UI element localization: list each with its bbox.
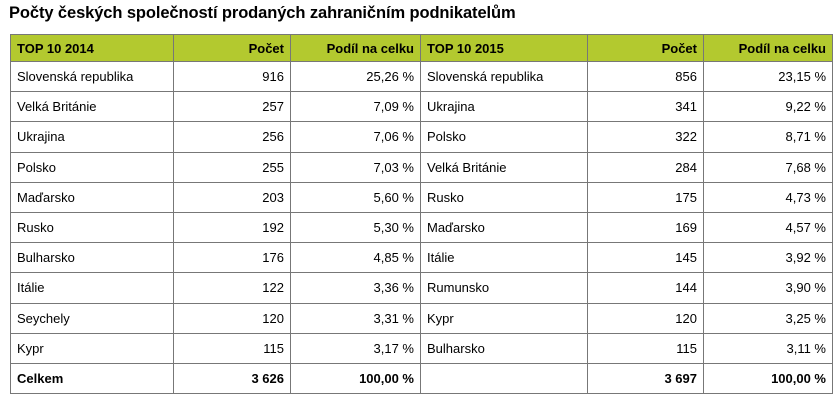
total-count-2014: 3 626 xyxy=(174,363,291,393)
table-row xyxy=(11,182,833,212)
total-share-2015: 100,00 % xyxy=(704,363,833,393)
count-2014-cell: 176 xyxy=(174,243,291,273)
share-2014-cell: 7,06 % xyxy=(291,122,421,152)
country-2015-cell: Ukrajina xyxy=(421,92,588,122)
share-2015-cell: 4,73 % xyxy=(704,182,833,212)
country-2014-cell: Polsko xyxy=(11,152,174,182)
country-2014-cell: Itálie xyxy=(11,273,174,303)
share-2015-cell: 3,25 % xyxy=(704,303,833,333)
total-label-2015 xyxy=(421,363,588,393)
country-2014-cell: Bulharsko xyxy=(11,243,174,273)
table-row xyxy=(11,243,833,273)
share-2014-cell: 7,09 % xyxy=(291,92,421,122)
count-2014-cell: 256 xyxy=(174,122,291,152)
count-2015-cell: 175 xyxy=(588,182,704,212)
table-row xyxy=(11,122,833,152)
header-count-2014: Počet xyxy=(174,35,291,62)
share-2015-cell: 7,68 % xyxy=(704,152,833,182)
total-row xyxy=(11,363,833,393)
country-2014-cell: Velká Británie xyxy=(11,92,174,122)
share-2015-cell: 23,15 % xyxy=(704,62,833,92)
table-body xyxy=(11,62,833,364)
total-share-2014: 100,00 % xyxy=(291,363,421,393)
count-2014-cell: 115 xyxy=(174,333,291,363)
table-row xyxy=(11,333,833,363)
country-2014-cell: Rusko xyxy=(11,212,174,242)
total-count-2015: 3 697 xyxy=(588,363,704,393)
share-2015-cell: 8,71 % xyxy=(704,122,833,152)
share-2015-cell: 9,22 % xyxy=(704,92,833,122)
header-top-2014: TOP 10 2014 xyxy=(11,35,174,62)
share-2014-cell: 3,17 % xyxy=(291,333,421,363)
header-share-2015: Podíl na celku xyxy=(704,35,833,62)
country-2015-cell: Rumunsko xyxy=(421,273,588,303)
country-2015-cell: Slovenská republika xyxy=(421,62,588,92)
count-2014-cell: 192 xyxy=(174,212,291,242)
share-2014-cell: 7,03 % xyxy=(291,152,421,182)
share-2014-cell: 5,30 % xyxy=(291,212,421,242)
table-row xyxy=(11,212,833,242)
count-2015-cell: 341 xyxy=(588,92,704,122)
country-2015-cell: Maďarsko xyxy=(421,212,588,242)
share-2014-cell: 4,85 % xyxy=(291,243,421,273)
country-2015-cell: Itálie xyxy=(421,243,588,273)
share-2015-cell: 4,57 % xyxy=(704,212,833,242)
share-2015-cell: 3,90 % xyxy=(704,273,833,303)
header-top-2015: TOP 10 2015 xyxy=(421,35,588,62)
country-2014-cell: Slovenská republika xyxy=(11,62,174,92)
country-2014-cell: Seychely xyxy=(11,303,174,333)
count-2014-cell: 120 xyxy=(174,303,291,333)
count-2014-cell: 203 xyxy=(174,182,291,212)
count-2014-cell: 255 xyxy=(174,152,291,182)
country-2015-cell: Velká Británie xyxy=(421,152,588,182)
total-label-2014: Celkem xyxy=(11,363,174,393)
table-row xyxy=(11,92,833,122)
count-2014-cell: 257 xyxy=(174,92,291,122)
table-row xyxy=(11,273,833,303)
count-2015-cell: 856 xyxy=(588,62,704,92)
count-2015-cell: 120 xyxy=(588,303,704,333)
count-2014-cell: 916 xyxy=(174,62,291,92)
table-row xyxy=(11,303,833,333)
sales-table xyxy=(10,34,833,394)
share-2014-cell: 3,31 % xyxy=(291,303,421,333)
country-2014-cell: Maďarsko xyxy=(11,182,174,212)
count-2015-cell: 145 xyxy=(588,243,704,273)
count-2015-cell: 284 xyxy=(588,152,704,182)
share-2014-cell: 25,26 % xyxy=(291,62,421,92)
count-2015-cell: 322 xyxy=(588,122,704,152)
table-header-row xyxy=(11,35,833,62)
table-row xyxy=(11,62,833,92)
page-title: Počty českých společností prodaných zahraničním podnikatelům xyxy=(9,4,516,22)
count-2015-cell: 144 xyxy=(588,273,704,303)
share-2015-cell: 3,92 % xyxy=(704,243,833,273)
share-2014-cell: 5,60 % xyxy=(291,182,421,212)
header-count-2015: Počet xyxy=(588,35,704,62)
count-2014-cell: 122 xyxy=(174,273,291,303)
count-2015-cell: 115 xyxy=(588,333,704,363)
country-2014-cell: Ukrajina xyxy=(11,122,174,152)
header-share-2014: Podíl na celku xyxy=(291,35,421,62)
country-2015-cell: Polsko xyxy=(421,122,588,152)
share-2014-cell: 3,36 % xyxy=(291,273,421,303)
country-2015-cell: Rusko xyxy=(421,182,588,212)
country-2014-cell: Kypr xyxy=(11,333,174,363)
count-2015-cell: 169 xyxy=(588,212,704,242)
share-2015-cell: 3,11 % xyxy=(704,333,833,363)
table-row xyxy=(11,152,833,182)
country-2015-cell: Bulharsko xyxy=(421,333,588,363)
country-2015-cell: Kypr xyxy=(421,303,588,333)
